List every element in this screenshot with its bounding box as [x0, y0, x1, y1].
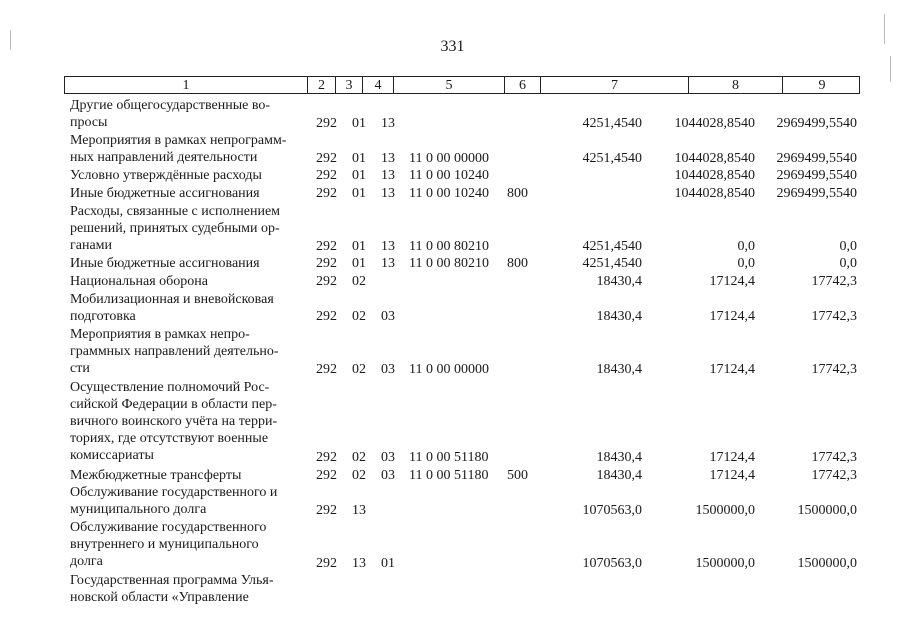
amount-col-9: 17742,3 — [811, 450, 857, 465]
column-header-1: 1 — [65, 77, 308, 93]
amount-col-8: 17124,4 — [709, 362, 755, 377]
row-name-line: ториях, где отсутствуют военные — [70, 430, 269, 446]
section-code: 02 — [352, 467, 366, 483]
amount-col-7: 4251,4540 — [582, 150, 642, 166]
amount-col-8: 1500000,0 — [695, 555, 755, 571]
row-name-line: новской области «Управление — [70, 590, 249, 606]
row-name-line: решений, принятых судебными ор- — [70, 220, 280, 236]
row-name-line: ганами — [70, 237, 113, 253]
column-header-6: 6 — [505, 77, 541, 93]
row-name-line: Межбюджетные трансферты — [70, 467, 242, 483]
row-name-line: просы — [70, 115, 108, 130]
amount-col-7: 1070563,0 — [582, 555, 642, 571]
amount-col-9: 17742,3 — [811, 309, 857, 325]
target-article-code: 11 0 00 10240 — [409, 186, 489, 201]
ved-code: 292 — [316, 186, 337, 201]
amount-col-8: 1044028,8540 — [674, 115, 755, 131]
amount-col-9: 0,0 — [839, 256, 857, 272]
column-header-3: 3 — [336, 77, 363, 93]
subsection-code: 13 — [381, 150, 395, 166]
column-header-5: 5 — [394, 77, 505, 93]
subsection-code: 13 — [381, 256, 395, 272]
column-header-2: 2 — [308, 77, 336, 93]
ved-code: 292 — [316, 274, 337, 289]
row-name-line: Условно утверждённые расходы — [70, 168, 262, 184]
row-name — [70, 326, 304, 377]
ved-code: 292 — [316, 309, 337, 325]
amount-col-7: 1070563,0 — [582, 502, 642, 518]
ved-code: 292 — [316, 450, 337, 465]
target-article-code: 11 0 00 00000 — [409, 362, 489, 377]
row-name-line: Мероприятия в рамках непро- — [70, 326, 250, 342]
amount-col-8: 17124,4 — [709, 309, 755, 325]
scan-edge-mark-right-mid — [890, 56, 891, 82]
amount-col-7: 18430,4 — [596, 309, 642, 325]
column-header-7: 7 — [541, 77, 689, 93]
section-code: 02 — [352, 362, 366, 377]
amount-col-7: 18430,4 — [596, 467, 642, 483]
ved-code: 292 — [316, 115, 337, 131]
subsection-code: 13 — [381, 186, 395, 201]
row-name-line: граммных направлений деятельно- — [70, 343, 279, 359]
amount-col-9: 2969499,5540 — [776, 168, 857, 184]
amount-col-8: 17124,4 — [709, 450, 755, 465]
section-code: 02 — [352, 309, 366, 325]
amount-col-8: 0,0 — [737, 256, 755, 272]
row-name — [70, 572, 304, 606]
column-header-9: 9 — [818, 78, 826, 93]
row-name-line: сти — [70, 360, 90, 376]
row-name-line: подготовка — [70, 308, 136, 324]
row-name-line: Иные бюджетные ассигнования — [70, 186, 260, 201]
column-header-8: 8 — [689, 77, 783, 93]
subsection-code: 03 — [381, 309, 395, 325]
ved-code: 292 — [316, 362, 337, 377]
subsection-code: 01 — [381, 555, 395, 571]
column-header-row — [64, 76, 860, 94]
section-code: 01 — [352, 186, 366, 201]
amount-col-9: 2969499,5540 — [776, 186, 857, 201]
expense-type-code: 500 — [507, 467, 528, 483]
amount-col-9: 17742,3 — [811, 274, 857, 289]
amount-col-9: 0,0 — [839, 238, 857, 254]
amount-col-8: 1044028,8540 — [674, 168, 755, 184]
amount-col-8: 1044028,8540 — [674, 150, 755, 166]
amount-col-8: 1044028,8540 — [674, 186, 755, 201]
amount-col-7: 18430,4 — [596, 362, 642, 377]
section-code: 02 — [352, 274, 366, 289]
amount-col-9: 2969499,5540 — [776, 115, 857, 131]
row-name-line: Национальная оборона — [70, 274, 208, 289]
row-name — [70, 167, 304, 184]
row-name — [70, 273, 304, 290]
amount-col-9: 1500000,0 — [797, 502, 857, 518]
expense-type-code: 800 — [507, 186, 528, 201]
ved-code: 292 — [316, 238, 337, 254]
amount-col-8: 1500000,0 — [695, 502, 755, 518]
target-article-code: 11 0 00 80210 — [409, 238, 489, 254]
row-name-line: Другие общегосударственные во- — [70, 98, 271, 113]
page-number: 331 — [440, 38, 465, 55]
ved-code: 292 — [316, 502, 337, 518]
column-header-4: 4 — [363, 77, 394, 93]
row-name — [70, 132, 304, 166]
row-name-line: Осуществление полномочий Рос- — [70, 379, 270, 395]
amount-col-9: 17742,3 — [811, 467, 857, 483]
section-code: 01 — [352, 238, 366, 254]
section-code: 13 — [352, 502, 366, 518]
row-name-line: внутреннего и муниципального — [70, 537, 259, 553]
row-name-line: Иные бюджетные ассигнования — [70, 256, 260, 272]
subsection-code: 03 — [381, 450, 395, 465]
row-name — [70, 519, 304, 570]
row-name-line: комиссариаты — [70, 447, 154, 463]
row-name-line: ных направлений деятельности — [70, 150, 258, 166]
row-name — [70, 255, 304, 272]
row-name-line: Мероприятия в рамках непрограмм- — [70, 133, 287, 149]
amount-col-9: 1500000,0 — [797, 555, 857, 571]
row-name — [70, 379, 304, 464]
subsection-code: 13 — [381, 115, 395, 131]
row-name-line: долга — [70, 554, 103, 570]
section-code: 01 — [352, 168, 366, 184]
ved-code: 292 — [316, 555, 337, 571]
row-name-line: вичного воинского учёта на терри- — [70, 413, 278, 429]
section-code: 02 — [352, 450, 366, 465]
section-code: 01 — [352, 256, 366, 272]
target-article-code: 11 0 00 80210 — [409, 256, 489, 272]
row-name — [70, 467, 304, 484]
section-code: 01 — [352, 150, 366, 166]
row-name — [70, 97, 304, 131]
amount-col-8: 0,0 — [737, 238, 755, 254]
target-article-code: 11 0 00 00000 — [409, 150, 489, 166]
target-article-code: 11 0 00 10240 — [409, 168, 489, 184]
amount-col-8: 17124,4 — [709, 274, 755, 289]
expense-type-code: 800 — [507, 256, 528, 272]
amount-col-9: 2969499,5540 — [776, 150, 857, 166]
amount-col-8: 17124,4 — [709, 467, 755, 483]
amount-col-7: 4251,4540 — [582, 238, 642, 254]
row-name-line: муниципального долга — [70, 502, 207, 518]
row-name — [70, 203, 304, 254]
row-name-line: Расходы, связанные с исполнением — [70, 203, 281, 219]
section-code: 13 — [352, 555, 366, 571]
row-name — [70, 484, 304, 518]
row-name — [70, 185, 304, 202]
row-name — [70, 291, 304, 325]
row-name-line: Мобилизационная и вневойсковая — [70, 291, 274, 307]
subsection-code: 13 — [381, 168, 395, 184]
section-code: 01 — [352, 115, 366, 131]
ved-code: 292 — [316, 256, 337, 272]
amount-col-7: 18430,4 — [596, 274, 642, 289]
amount-col-7: 4251,4540 — [582, 256, 642, 272]
ved-code: 292 — [316, 168, 337, 184]
ved-code: 292 — [316, 467, 337, 483]
amount-col-7: 4251,4540 — [582, 115, 642, 131]
subsection-code: 03 — [381, 467, 395, 483]
target-article-code: 11 0 00 51180 — [409, 450, 489, 465]
row-name-line: Обслуживание государственного и — [70, 485, 278, 501]
ved-code: 292 — [316, 150, 337, 166]
amount-col-7: 18430,4 — [596, 450, 642, 465]
row-name-line: Государственная программа Улья- — [70, 573, 274, 589]
subsection-code: 13 — [381, 238, 395, 254]
target-article-code: 11 0 00 51180 — [409, 467, 489, 483]
row-name-line: Обслуживание государственного — [70, 520, 267, 536]
row-name-line: сийской Федерации в области пер- — [70, 396, 277, 412]
amount-col-9: 17742,3 — [811, 362, 857, 377]
subsection-code: 03 — [381, 362, 395, 377]
